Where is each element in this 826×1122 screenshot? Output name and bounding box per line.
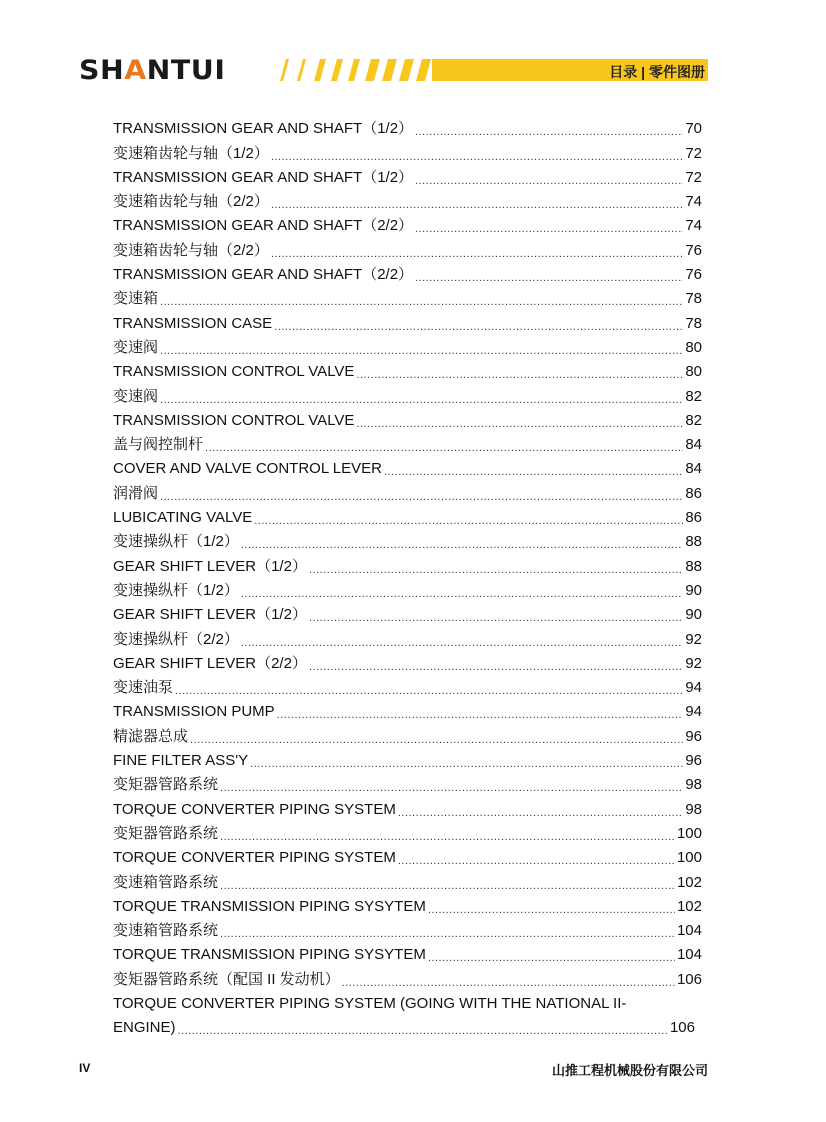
toc-entry[interactable] — [113, 625, 702, 649]
dot-leader — [220, 927, 675, 941]
entry-page: 94 — [685, 679, 702, 697]
entry-title: TRANSMISSION GEAR AND SHAFT（2/2） — [113, 217, 414, 235]
entry-title: 变速箱齿轮与轴（2/2） — [113, 193, 269, 211]
toc-entry[interactable] — [113, 407, 702, 431]
toc-entry[interactable] — [113, 309, 702, 333]
toc-entry[interactable] — [113, 698, 702, 722]
toc-entry[interactable] — [113, 139, 702, 163]
toc-entry[interactable] — [113, 188, 702, 212]
entry-title: TRANSMISSION CONTROL VALVE — [113, 363, 355, 381]
toc-entry[interactable] — [113, 164, 702, 188]
dot-leader — [309, 660, 683, 674]
dot-leader — [220, 879, 675, 893]
entry-page: 106 — [669, 1019, 695, 1037]
dot-leader — [160, 393, 683, 407]
entry-title: 变速操纵杆（2/2） — [113, 630, 239, 648]
entry-title: ENGINE) — [113, 1019, 176, 1037]
toc-entry[interactable] — [113, 722, 702, 746]
entry-title: TORQUE CONVERTER PIPING SYSTEM — [113, 800, 396, 818]
entry-title: TORQUE CONVERTER PIPING SYSTEM (GOING WITH THE NATIONAL II- — [113, 994, 627, 1012]
stripe — [416, 59, 431, 81]
entry-title: 变速箱管路系统 — [113, 922, 219, 940]
toc-entry[interactable] — [113, 382, 702, 406]
entry-page: 76 — [685, 241, 702, 259]
entry-title: COVER AND VALVE CONTROL LEVER — [113, 460, 382, 478]
dot-leader — [415, 222, 683, 236]
toc-entry-line2[interactable] — [113, 1014, 695, 1038]
dot-leader — [205, 441, 683, 455]
entry-title: 变速操纵杆（1/2） — [113, 533, 239, 551]
dot-leader — [175, 684, 683, 698]
entry-title: GEAR SHIFT LEVER（1/2） — [113, 557, 307, 575]
toc-entry[interactable] — [113, 285, 702, 309]
entry-page: 86 — [685, 509, 702, 527]
toc-entry[interactable] — [113, 552, 702, 576]
entry-page: 104 — [676, 922, 702, 940]
entry-title: TRANSMISSION GEAR AND SHAFT（2/2） — [113, 266, 414, 284]
dot-leader — [415, 271, 683, 285]
entry-title: TRANSMISSION GEAR AND SHAFT（1/2） — [113, 120, 414, 138]
entry-page: 84 — [685, 436, 702, 454]
entry-page: 90 — [685, 581, 702, 599]
entry-page: 96 — [685, 752, 702, 770]
entry-title: 变速箱齿轮与轴（1/2） — [113, 144, 269, 162]
entry-page: 88 — [685, 557, 702, 575]
entry-title: TORQUE CONVERTER PIPING SYSTEM — [113, 849, 396, 867]
toc-entry[interactable] — [113, 455, 702, 479]
stripe — [399, 59, 414, 81]
toc-entry[interactable] — [113, 650, 702, 674]
entry-page: 84 — [685, 460, 702, 478]
toc-entry[interactable] — [113, 236, 702, 260]
entry-page: 90 — [685, 606, 702, 624]
entry-title: 变速阀 — [113, 387, 159, 405]
entry-page: 102 — [676, 873, 702, 891]
entry-page: 94 — [685, 703, 702, 721]
entry-page: 74 — [685, 217, 702, 235]
entry-page: 78 — [685, 314, 702, 332]
table-of-contents — [113, 115, 702, 1038]
entry-title: 变速操纵杆（1/2） — [113, 581, 239, 599]
entry-page: 98 — [685, 776, 702, 794]
entry-title: GEAR SHIFT LEVER（1/2） — [113, 606, 307, 624]
shantui-logo: SHANTUI — [79, 55, 226, 86]
header-stripes — [280, 59, 435, 81]
dot-leader — [178, 1024, 668, 1038]
toc-entry[interactable] — [113, 601, 702, 625]
entry-title: TORQUE TRANSMISSION PIPING SYSYTEM — [113, 897, 426, 915]
toc-entry[interactable] — [113, 528, 702, 552]
entry-page: 70 — [685, 120, 702, 138]
toc-entry[interactable] — [113, 868, 702, 892]
entry-page: 88 — [685, 533, 702, 551]
toc-entry[interactable] — [113, 115, 702, 139]
entry-title: LUBICATING VALVE — [113, 509, 253, 527]
entry-title: 变速箱管路系统 — [113, 873, 219, 891]
entry-page: 78 — [685, 290, 702, 308]
dot-leader — [241, 538, 683, 552]
dot-leader — [356, 417, 683, 431]
entry-title: 变速油泵 — [113, 679, 174, 697]
toc-entry[interactable] — [113, 965, 702, 989]
toc-entry[interactable] — [113, 504, 702, 528]
entry-title: GEAR SHIFT LEVER（2/2） — [113, 654, 307, 672]
entry-page: 92 — [685, 654, 702, 672]
stripe — [314, 59, 326, 81]
toc-entry[interactable] — [113, 820, 702, 844]
toc-entry[interactable] — [113, 577, 702, 601]
entry-page: 98 — [685, 800, 702, 818]
entry-title: 变矩器管路系统（配国 II 发动机） — [113, 970, 340, 988]
dot-leader — [271, 198, 683, 212]
entry-title: FINE FILTER ASS'Y — [113, 752, 249, 770]
dot-leader — [398, 854, 675, 868]
toc-entry[interactable] — [113, 212, 702, 236]
stripe — [348, 59, 360, 81]
toc-entry[interactable] — [113, 795, 702, 819]
dot-leader — [250, 757, 683, 771]
stripe — [331, 59, 343, 81]
dot-leader — [254, 514, 683, 528]
dot-leader — [241, 587, 683, 601]
entry-page: 92 — [685, 630, 702, 648]
dot-leader — [160, 490, 683, 504]
entry-page: 80 — [685, 338, 702, 356]
entry-title: TRANSMISSION PUMP — [113, 703, 275, 721]
entry-title: 变速阀 — [113, 338, 159, 356]
dot-leader — [415, 125, 683, 139]
entry-page: 82 — [685, 411, 702, 429]
toc-entry[interactable] — [113, 334, 702, 358]
company-name: 山推工程机械股份有限公司 — [551, 1063, 708, 1078]
toc-entry[interactable] — [113, 917, 702, 941]
toc-entry[interactable] — [113, 431, 702, 455]
dot-leader — [384, 465, 683, 479]
dot-leader — [274, 320, 683, 334]
dot-leader — [190, 733, 683, 747]
entry-page: 72 — [685, 168, 702, 186]
dot-leader — [428, 903, 675, 917]
dot-leader — [309, 611, 683, 625]
entry-page: 104 — [676, 946, 702, 964]
entry-title: 精滤器总成 — [113, 727, 189, 745]
toc-entry[interactable] — [113, 358, 702, 382]
header-bar — [432, 59, 708, 81]
dot-leader — [277, 708, 684, 722]
dot-leader — [415, 174, 683, 188]
entry-title: TRANSMISSION CASE — [113, 314, 273, 332]
dot-leader — [428, 951, 675, 965]
dot-leader — [342, 976, 675, 990]
entry-page: 102 — [676, 897, 702, 915]
stripe — [365, 59, 380, 81]
stripe — [297, 59, 306, 81]
entry-page: 100 — [676, 849, 702, 867]
dot-leader — [160, 295, 683, 309]
entry-page: 74 — [685, 193, 702, 211]
entry-title: 润滑阀 — [113, 484, 159, 502]
dot-leader — [271, 150, 683, 164]
dot-leader — [398, 806, 683, 820]
toc-entry[interactable] — [113, 674, 702, 698]
toc-entry[interactable] — [113, 479, 702, 503]
entry-title: TRANSMISSION GEAR AND SHAFT（1/2） — [113, 168, 414, 186]
entry-page: 100 — [676, 824, 702, 842]
stripe — [280, 59, 289, 81]
entry-page: 86 — [685, 484, 702, 502]
entry-title: 盖与阀控制杆 — [113, 436, 204, 454]
entry-title: 变矩器管路系统 — [113, 776, 219, 794]
section-title: 目录 | 零件图册 — [609, 64, 705, 80]
dot-leader — [220, 830, 675, 844]
entry-page: 96 — [685, 727, 702, 745]
entry-page: 80 — [685, 363, 702, 381]
dot-leader — [160, 344, 683, 358]
page-number: IV — [79, 1061, 91, 1075]
entry-title: TORQUE TRANSMISSION PIPING SYSYTEM — [113, 946, 426, 964]
toc-entry[interactable] — [113, 844, 702, 868]
toc-entry[interactable] — [113, 771, 702, 795]
toc-entry-line1[interactable] — [113, 990, 702, 1014]
entry-title: 变速箱 — [113, 290, 159, 308]
dot-leader — [271, 247, 683, 261]
entry-page: 76 — [685, 266, 702, 284]
toc-entry[interactable] — [113, 747, 702, 771]
entry-title: 变速箱齿轮与轴（2/2） — [113, 241, 269, 259]
entry-page: 106 — [676, 970, 702, 988]
dot-leader — [356, 368, 683, 382]
stripe — [382, 59, 397, 81]
entry-title: 变矩器管路系统 — [113, 824, 219, 842]
dot-leader — [241, 636, 683, 650]
toc-entry[interactable] — [113, 893, 702, 917]
entry-page: 82 — [685, 387, 702, 405]
dot-leader — [220, 781, 683, 795]
toc-entry[interactable] — [113, 941, 702, 965]
entry-title: TRANSMISSION CONTROL VALVE — [113, 411, 355, 429]
dot-leader — [309, 563, 683, 577]
entry-page: 72 — [685, 144, 702, 162]
toc-entry[interactable] — [113, 261, 702, 285]
